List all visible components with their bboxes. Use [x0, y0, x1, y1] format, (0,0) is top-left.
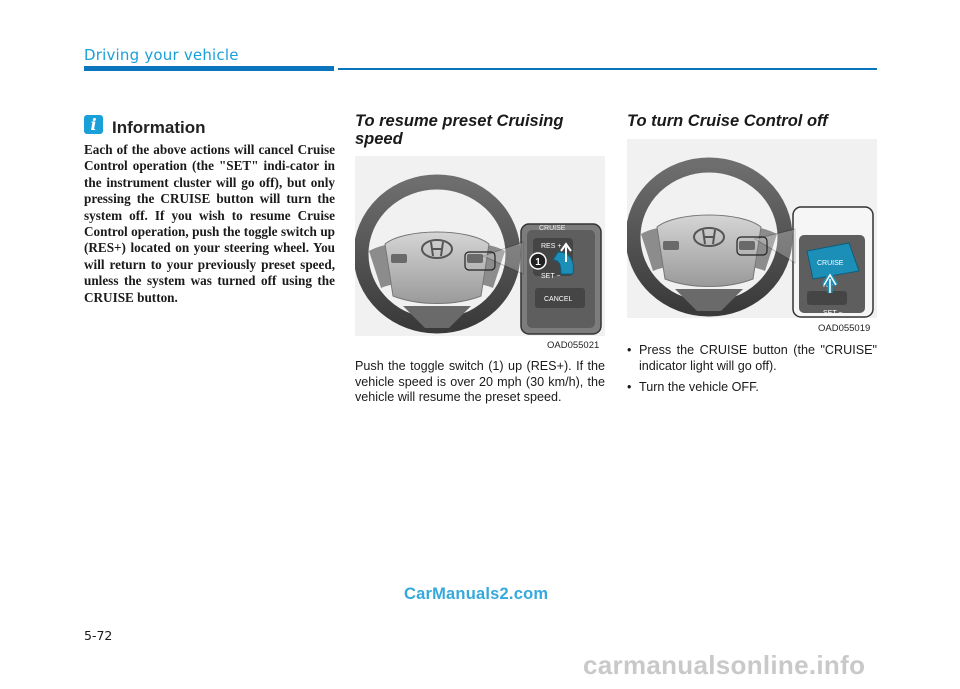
section-header: Driving your vehicle [84, 46, 239, 64]
info-icon: i [84, 115, 103, 134]
list-item: • Press the CRUISE button (the "CRUISE" indicator light will go off). [627, 343, 877, 374]
turn-off-figure-code: OAD055019 [818, 323, 871, 334]
cancel-label: CANCEL [544, 296, 573, 303]
watermark-text: carmanualsonline.info [583, 650, 866, 680]
information-heading [84, 114, 206, 137]
callout-1: 1 [535, 257, 541, 268]
resume-figure [355, 156, 605, 336]
resume-title: To resume preset Cruising speed [355, 112, 564, 148]
resume-figure-code: OAD055021 [547, 340, 600, 351]
res-label: R + [823, 282, 835, 289]
steering-wheel-res-illustration [355, 156, 605, 336]
turn-off-title: To turn Cruise Control off [627, 112, 828, 130]
list-item: • Turn the vehicle OFF. [627, 380, 877, 396]
watermark-link[interactable]: CarManuals2.com [404, 585, 549, 603]
turn-off-figure [627, 139, 877, 318]
header-rule [338, 68, 877, 70]
set-label: SET − [823, 310, 843, 317]
cruise-button-label: CRUISE [817, 260, 844, 267]
information-title: Information [112, 118, 206, 137]
res-label: RES + [541, 243, 562, 250]
set-label: SET − [541, 273, 561, 280]
turn-off-bullet-list [627, 343, 877, 402]
cruise-label: CRUISE [539, 225, 566, 232]
information-body: Each of the above actions will cancel Cruise Control operation (the "SET" indi-cator in the instrument cluster will go off), but only pressing the CRUISE button will turn the system off. If you wish to resume Cruise Control operation, push the toggle switch up (RES+) located on your steering wheel. You will return to your previously preset speed, unless the system was turned off using the CRUISE button. [84, 142, 335, 305]
header-rule-accent [84, 66, 334, 71]
resume-body: Push the toggle switch (1) up (RES+). If the vehicle speed is over 20 mph (30 km/h), the vehicle will resume the preset speed. [355, 359, 605, 405]
page-number: 5-72 [84, 628, 113, 643]
steering-wheel-cruise-illustration [627, 139, 877, 318]
